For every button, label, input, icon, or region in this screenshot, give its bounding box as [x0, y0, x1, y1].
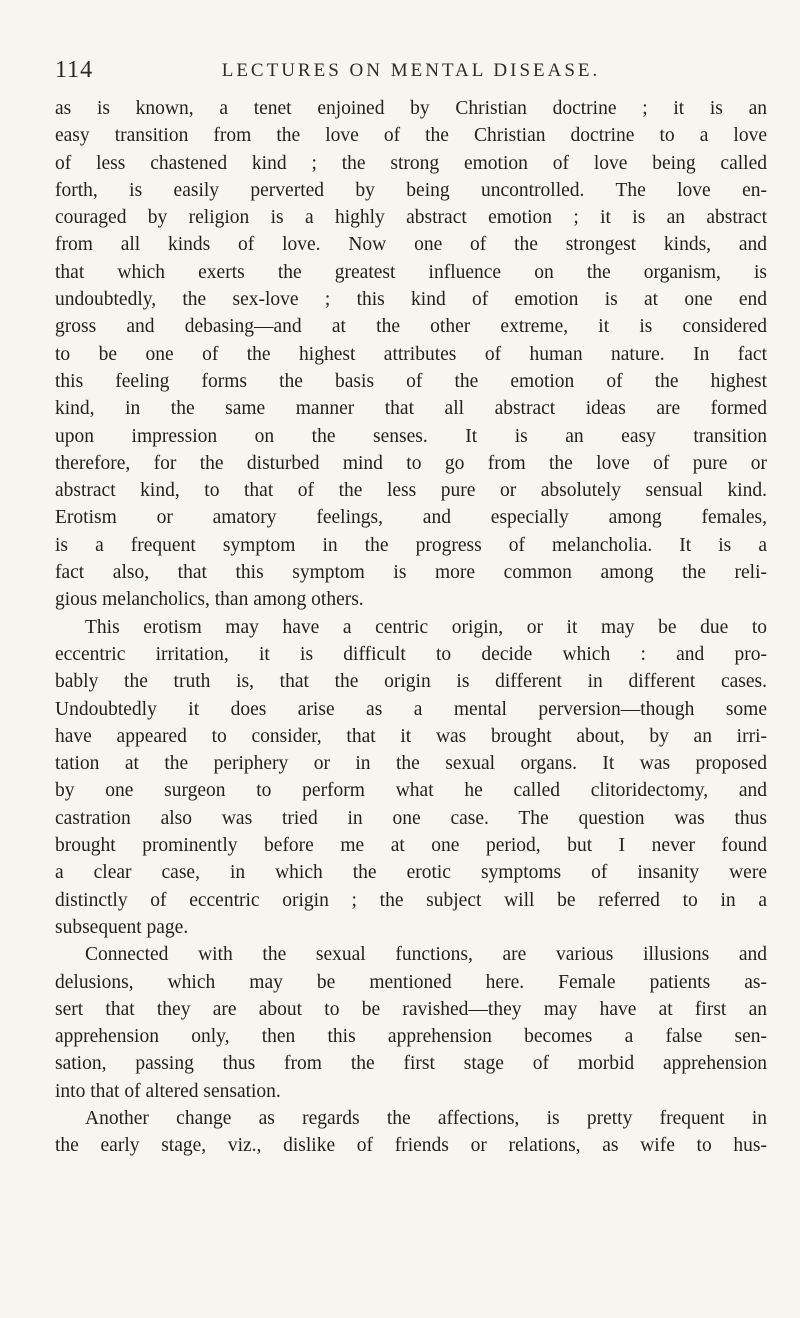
text-line: sation, passing thus from the first stage of morbid apprehension: [55, 1053, 767, 1075]
text-line: Erotism or amatory feelings, and especially among females,: [55, 507, 767, 529]
body-text: [55, 95, 767, 1160]
text-line: apprehension only, then this apprehension becomes a false sen-: [55, 1026, 767, 1048]
text-line: abstract kind, to that of the less pure or absolutely sensual kind.: [55, 480, 767, 502]
text-line: bably the truth is, that the origin is different in different cases.: [55, 671, 767, 693]
text-line: Undoubtedly it does arise as a mental perversion—though some: [55, 698, 767, 720]
book-page: [55, 0, 767, 1318]
text-line: by one surgeon to perform what he called clitoridectomy, and: [55, 780, 767, 802]
text-line: tation at the periphery or in the sexual organs. It was proposed: [55, 753, 767, 775]
text-line: easy transition from the love of the Christian doctrine to a love: [55, 125, 767, 147]
text-line: therefore, for the disturbed mind to go from the love of pure or: [55, 452, 767, 474]
text-line: upon impression on the senses. It is an easy transition: [55, 425, 767, 447]
text-line: is a frequent symptom in the progress of melancholia. It is a: [55, 534, 767, 556]
text-line: to be one of the highest attributes of human nature. In fact: [55, 343, 767, 365]
text-line: this feeling forms the basis of the emotion of the highest: [55, 370, 767, 392]
text-line: that which exerts the greatest influence on the organism, is: [55, 261, 767, 283]
text-line: Another change as regards the affections, is pretty frequent in: [85, 1107, 767, 1129]
page-number: 114: [55, 57, 94, 83]
text-line: This erotism may have a centric origin, or it may be due to: [85, 616, 767, 638]
text-line: castration also was tried in one case. The question was thus: [55, 807, 767, 829]
text-line: a clear case, in which the erotic symptoms of insanity were: [55, 862, 767, 884]
text-line: distinctly of eccentric origin ; the subject will be referred to in a: [55, 889, 767, 911]
text-line: sert that they are about to be ravished—they may have at first an: [55, 998, 767, 1020]
text-line: from all kinds of love. Now one of the strongest kinds, and: [55, 234, 767, 256]
running-head: LECTURES ON MENTAL DISEASE.: [221, 60, 601, 81]
text-line: eccentric irritation, it is difficult to decide which : and pro-: [55, 643, 767, 665]
text-line: brought prominently before me at one period, but I never found: [55, 835, 767, 857]
text-line: of less chastened kind ; the strong emotion of love being called: [55, 152, 767, 174]
text-line: Connected with the sexual functions, are various illusions and: [85, 944, 767, 966]
text-line: undoubtedly, the sex-love ; this kind of emotion is at one end: [55, 289, 767, 311]
text-line: fact also, that this symptom is more common among the reli-: [55, 562, 767, 584]
text-line: forth, is easily perverted by being uncontrolled. The love en-: [55, 179, 767, 201]
text-line: have appeared to consider, that it was brought about, by an irri-: [55, 725, 767, 747]
text-line: gross and debasing—and at the other extreme, it is considered: [55, 316, 767, 338]
text-line: as is known, a tenet enjoined by Christian doctrine ; it is an: [55, 98, 767, 119]
text-line: into that of altered sensation.: [55, 1080, 281, 1102]
text-line: subsequent page.: [55, 916, 189, 938]
text-line: gious melancholics, than among others.: [55, 589, 364, 611]
text-line: delusions, which may be mentioned here. Female patients as-: [55, 971, 767, 993]
text-line: couraged by religion is a highly abstract emotion ; it is an abstract: [55, 207, 767, 229]
text-line: the early stage, viz., dislike of friends or relations, as wife to hus-: [55, 1135, 767, 1157]
text-line: kind, in the same manner that all abstract ideas are formed: [55, 398, 767, 420]
page-header: [55, 57, 767, 87]
